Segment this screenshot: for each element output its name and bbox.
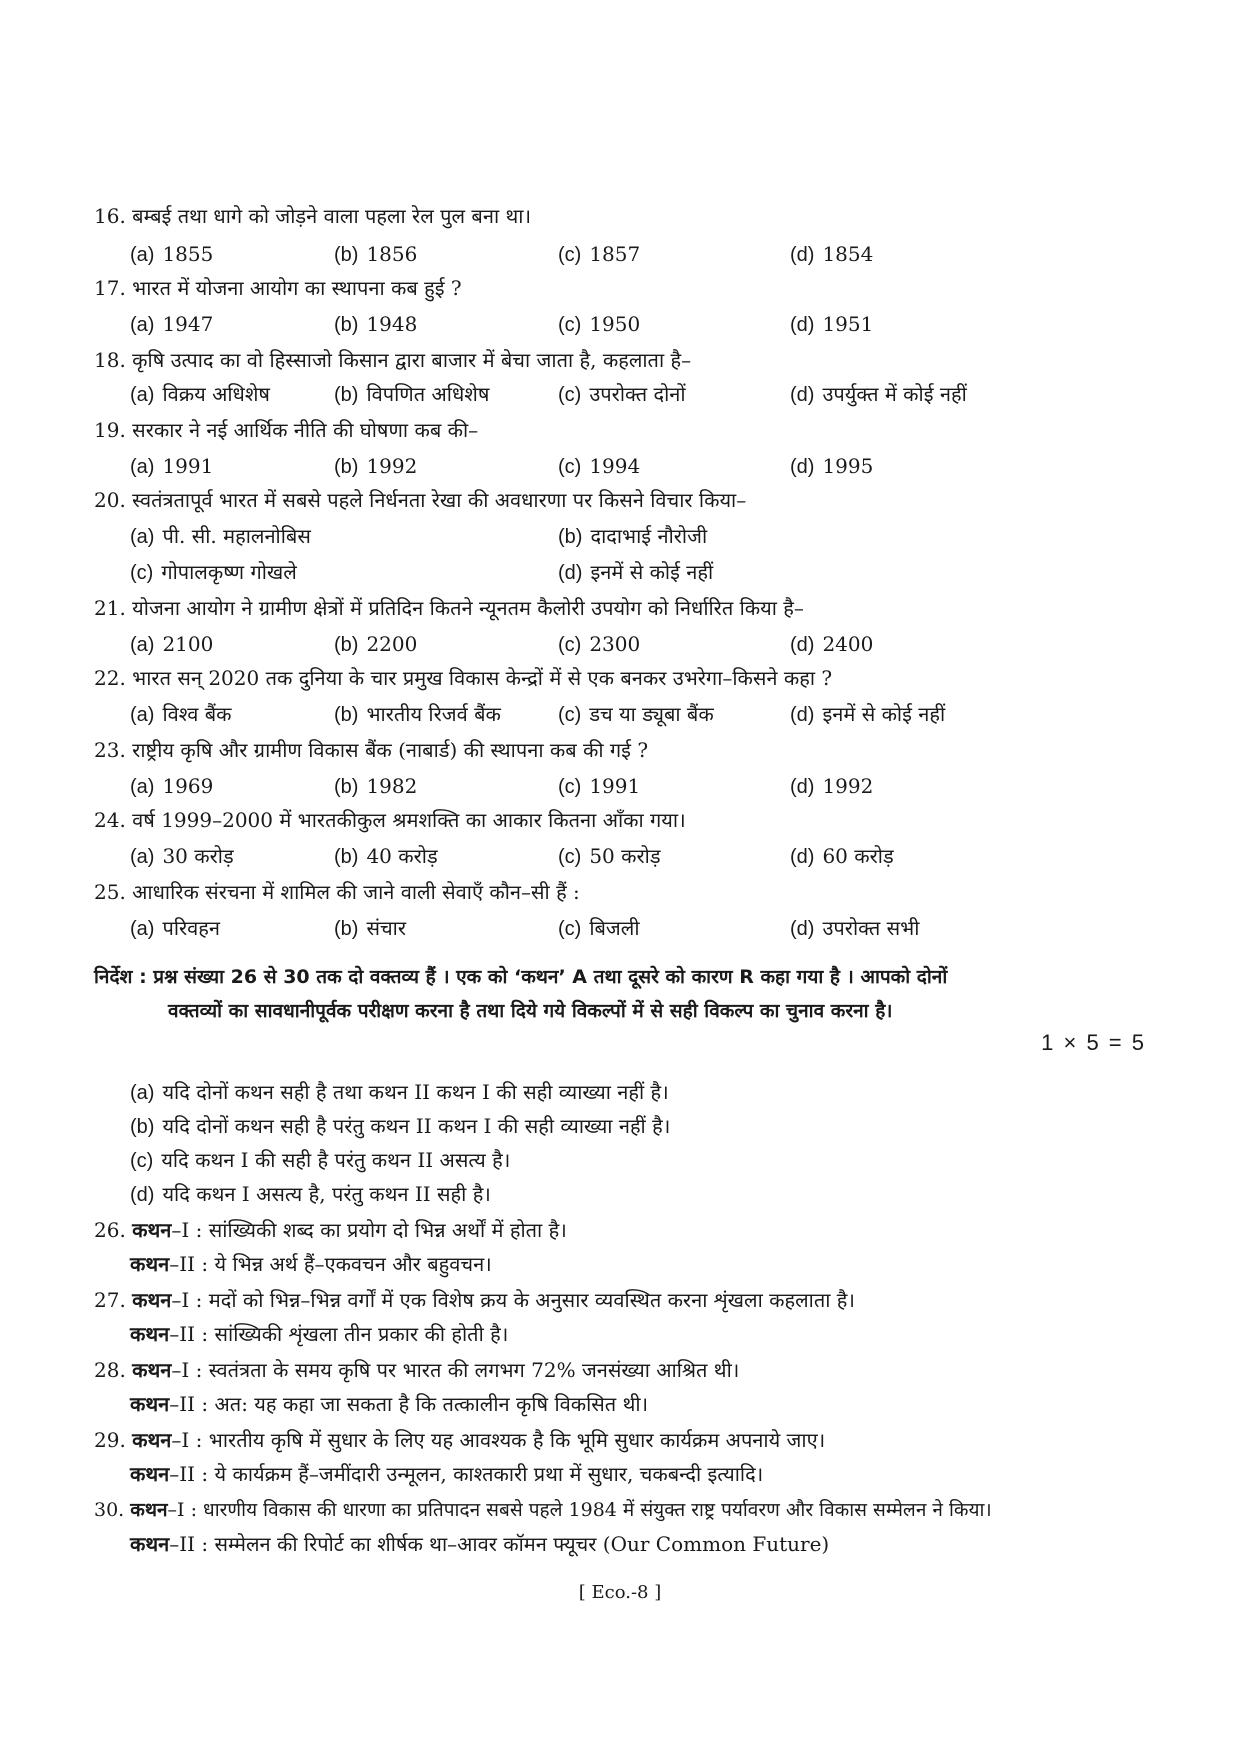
- question-text: राष्ट्रीय कृषि और ग्रामीण विकास बैंक (नाबार्ड) की स्थापना कब की गई ?: [132, 738, 649, 762]
- question-25: [0, 872, 1240, 912]
- option-a: (a) पी. सी. महालनोबिस: [130, 524, 311, 548]
- option-d: (d) इनमें से कोई नहीं: [790, 702, 946, 726]
- directions-line-2: वक्तव्यों का सावधानीपूर्वक परीक्षण करना है तथा दिये गये विकल्पों में से सही विकल्प का चुनाव करना है।: [168, 1000, 893, 1022]
- statement-27-kathan-1: 27. कथन–I : मदों को भिन्न–भिन्न वर्गों में एक विशेष क्रय के अनुसार व्यवस्थित करना शृंखला कहलाता है।: [94, 1288, 855, 1312]
- option-c: (c) 1994: [558, 454, 641, 478]
- question-text: कृषि उत्पाद का वो हिस्साजो किसान द्वारा बाजार में बेचा जाता है, कहलाता है–: [132, 348, 692, 372]
- option-b: (b) दादाभाई नौरोजी: [558, 524, 708, 548]
- option-a: (a) विश्व बैंक: [130, 702, 232, 726]
- option-c: (c) उपरोक्त दोनों: [558, 382, 686, 406]
- question-20: [0, 480, 1240, 520]
- question-text: सरकार ने नई आर्थिक नीति की घोषणा कब की–: [132, 418, 479, 442]
- statement-30-kathan-2: कथन–II : सम्मेलन की रिपोर्ट का शीर्षक था–आवर कॉमन फ्यूचर (Our Common Future): [130, 1532, 830, 1556]
- option-c: (c) 2300: [558, 632, 641, 656]
- question-number: 22.: [94, 666, 126, 690]
- statement-28-kathan-2: कथन–II : अत: यह कहा जा सकता है कि तत्कालीन कृषि विकसित थी।: [130, 1392, 649, 1416]
- option-c: (c) डच या ड्यूबा बैंक: [558, 702, 714, 726]
- question-16: [0, 196, 1240, 236]
- question-text: आधारिक संरचना में शामिल की जाने वाली सेवाएँ कौन–सी हैं :: [132, 880, 580, 904]
- options-25: [0, 908, 1240, 948]
- option-b: (b) भारतीय रिजर्व बैंक: [334, 702, 501, 726]
- page-footer: [ Eco.-8 ]: [578, 1582, 662, 1603]
- option-b: (b) 1982: [334, 774, 418, 798]
- choice-d: (d) यदि कथन I असत्य है, परंतु कथन II सही है।: [130, 1182, 491, 1206]
- question-text: भारत में योजना आयोग का स्थापना कब हुई ?: [132, 276, 462, 300]
- option-d: (d) इनमें से कोई नहीं: [558, 560, 714, 584]
- options-20-row2: [0, 552, 1240, 592]
- question-23: [0, 730, 1240, 770]
- statement-29-kathan-2: कथन–II : ये कार्यक्रम हैं–जमींदारी उन्मूलन, काश्तकारी प्रथा में सुधार, चकबन्दी इत्यादि।: [130, 1462, 764, 1486]
- question-number: 21.: [94, 596, 126, 620]
- question-19: [0, 410, 1240, 450]
- option-a: (a) 1947: [130, 312, 214, 336]
- question-number: 24.: [94, 808, 126, 832]
- marks-allocation: 1 × 5 = 5: [1041, 1030, 1146, 1055]
- question-text: भारत सन् 2020 तक दुनिया के चार प्रमुख विकास केन्द्रों में से एक बनकर उभरेगा–किसने कहा ?: [132, 666, 833, 690]
- question-number: 23.: [94, 738, 126, 762]
- statement-26-kathan-1: 26. कथन–I : सांख्यिकी शब्द का प्रयोग दो भिन्न अर्थों में होता है।: [94, 1218, 567, 1242]
- option-b: (b) 1856: [334, 242, 418, 266]
- options-24: [0, 836, 1240, 876]
- option-a: (a) 1969: [130, 774, 214, 798]
- question-number: 20.: [94, 488, 126, 512]
- question-number: 16.: [94, 204, 126, 228]
- option-c: (c) 1991: [558, 774, 641, 798]
- question-number: 18.: [94, 348, 126, 372]
- options-17: [0, 304, 1240, 344]
- question-text: वर्ष 1999–2000 में भारतकीकुल श्रमशक्ति का आकार कितना आँका गया।: [132, 808, 686, 832]
- option-d: (d) 1992: [790, 774, 874, 798]
- question-17: [0, 268, 1240, 308]
- option-b: (b) 1948: [334, 312, 418, 336]
- statement-30-kathan-1: 30. कथन–I : धारणीय विकास की धारणा का प्रतिपादन सबसे पहले 1984 में संयुक्त राष्ट्र पर्यावरण और विकास सम्मेलन ने किया।: [94, 1499, 992, 1521]
- option-b: (b) संचार: [334, 916, 407, 940]
- choice-c: (c) यदि कथन I की सही है परंतु कथन II असत्य है।: [130, 1148, 511, 1172]
- option-c: (c) बिजली: [558, 916, 640, 940]
- question-text: योजना आयोग ने ग्रामीण क्षेत्रों में प्रतिदिन कितने न्यूनतम कैलोरी उपयोग को निर्धारित किया है–: [132, 596, 804, 620]
- question-text: बम्बई तथा धागे को जोड़ने वाला पहला रेल पुल बना था।: [132, 204, 532, 228]
- choice-a: (a) यदि दोनों कथन सही है तथा कथन II कथन I की सही व्याख्या नहीं है।: [130, 1080, 669, 1104]
- statement-26-kathan-2: कथन–II : ये भिन्न अर्थ हैं–एकवचन और बहुवचन।: [130, 1252, 492, 1276]
- option-a: (a) 2100: [130, 632, 214, 656]
- option-b: (b) 2200: [334, 632, 418, 656]
- option-a: (a) 1991: [130, 454, 214, 478]
- statement-29-kathan-1: 29. कथन–I : भारतीय कृषि में सुधार के लिए यह आवश्यक है कि भूमि सुधार कार्यक्रम अपनाये जाए।: [94, 1428, 826, 1452]
- option-c: (c) गोपालकृष्ण गोखले: [130, 560, 297, 584]
- question-24: [0, 800, 1240, 840]
- choice-b: (b) यदि दोनों कथन सही है परंतु कथन II कथन I की सही व्याख्या नहीं है।: [130, 1114, 671, 1138]
- option-c: (c) 50 करोड़: [558, 844, 661, 868]
- question-number: 19.: [94, 418, 126, 442]
- directions: [94, 960, 1144, 1028]
- option-d: (d) 2400: [790, 632, 874, 656]
- directions-line-1: निर्देश : प्रश्न संख्या 26 से 30 तक दो वक्तव्य हैं । एक को ‘कथन’ A तथा दूसरे को कारण R कहा गया है । आपको दोनों: [94, 966, 948, 988]
- question-number: 25.: [94, 880, 126, 904]
- option-d: (d) 1995: [790, 454, 874, 478]
- statement-28-kathan-1: 28. कथन–I : स्वतंत्रता के समय कृषि पर भारत की लगभग 72% जनसंख्या आश्रित थी।: [94, 1358, 740, 1382]
- options-22: [0, 694, 1240, 734]
- statement-27-kathan-2: कथन–II : सांख्यिकी शृंखला तीन प्रकार की होती है।: [130, 1322, 509, 1346]
- option-d: (d) 1951: [790, 312, 874, 336]
- option-a: (a) 1855: [130, 242, 214, 266]
- option-a: (a) परिवहन: [130, 916, 221, 940]
- options-18: [0, 374, 1240, 414]
- question-22: [0, 658, 1240, 698]
- option-c: (c) 1857: [558, 242, 641, 266]
- question-21: [0, 588, 1240, 628]
- option-a: (a) विक्रय अधिशेष: [130, 382, 270, 406]
- option-a: (a) 30 करोड़: [130, 844, 234, 868]
- option-d: (d) उपर्युक्त में कोई नहीं: [790, 382, 967, 406]
- options-20-row1: [0, 516, 1240, 556]
- option-d: (d) 1854: [790, 242, 874, 266]
- option-d: (d) 60 करोड़: [790, 844, 894, 868]
- question-text: स्वतंत्रतापूर्व भारत में सबसे पहले निर्धनता रेखा की अवधारणा पर किसने विचार किया–: [132, 488, 747, 512]
- option-b: (b) 40 करोड़: [334, 844, 438, 868]
- option-b: (b) विपणित अधिशेष: [334, 382, 490, 406]
- option-d: (d) उपरोक्त सभी: [790, 916, 920, 940]
- option-c: (c) 1950: [558, 312, 641, 336]
- option-b: (b) 1992: [334, 454, 418, 478]
- question-number: 17.: [94, 276, 126, 300]
